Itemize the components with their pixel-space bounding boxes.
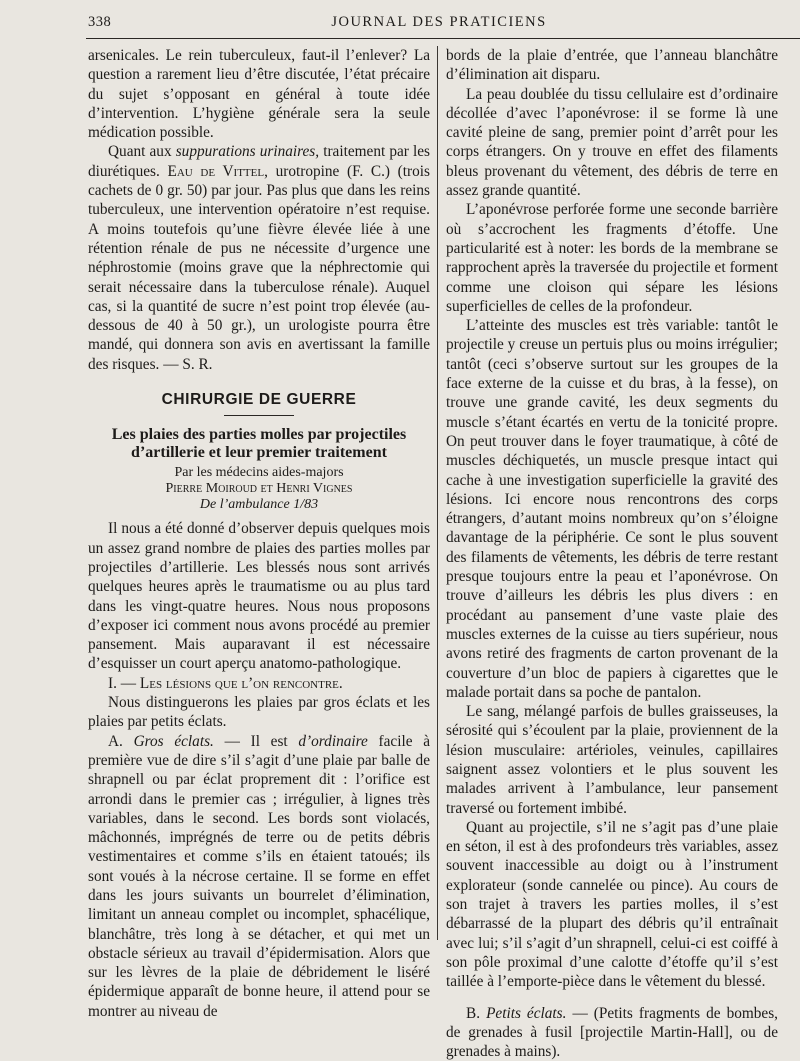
column-rule xyxy=(437,46,438,940)
paragraph: bords de la plaie d’entrée, que l’anneau blanchâtre d’élimination ait disparu. xyxy=(446,47,778,84)
article-title: Les plaies des parties molles par projectiles d’artillerie et leur premier traitement xyxy=(111,426,407,462)
section-divider xyxy=(224,415,294,416)
italic-term: suppurations urinaires, xyxy=(175,143,320,161)
text-run: traitement par les diurétiques. xyxy=(88,143,430,180)
authors: Pierre Moiroud et Henri Vignes xyxy=(165,481,353,497)
italic-term: d’ordinaire xyxy=(298,732,368,750)
right-column xyxy=(446,46,778,1061)
section-heading: CHIRURGIE DE GUERRE xyxy=(161,391,357,409)
paragraph: Le sang, mélangé parfois de bulles graisseuses, la sérosité qui s’écoulent par la plaie, proviennent de la lésion musculaire: artérioles, veinules, capillaires saignent assez volontiers et le plus souvent les malades arrivent à l’ambulance, leur pansement traversé ou fortement imbibé. xyxy=(446,703,778,817)
paragraph: L’atteinte des muscles est très variable: tantôt le projectile y creuse un pertuis plus ou moins irrégulier; tantôt (ceci s’observe surtout sur les groupes de la face externe de la cuisse et du bras, à la fesse), on trouve une grande cavité, les deux segments du muscle s’étant écartés en vertu de la tonicité propre. On peut trouver dans le foyer traumatique, à côté de muscles déchiquetés, un muscle presque intact qui cache à une investigation superficielle la gravité des lésions. Ici encore nous rencontrons des corps étrangers, d’autant moins nombreux qu’on s’éloigne davantage de la périphérie. Ce sont le plus souvent des filaments de vêtements, les débris de terre restant presque toujours entre la peau et l’aponévrose. On trouve d’ailleurs les débris les plus divers : en procédant au pansement d’une vaste plaie des muscles externes de la cuisse au tiers supérieur, nous avons retiré des fragments de carton provenant de la couverture d’un bloc de papiers à cigarettes que le malade portait dans sa poche de pantalon. xyxy=(446,317,778,701)
item-label: A. xyxy=(108,732,134,750)
paragraph xyxy=(88,732,430,1021)
text-run: — (Petits fragments de bombes, de grenades à fusil [projectile Martin-Hall], ou de grenades à mains). xyxy=(446,1004,778,1061)
byline: Par les médecins aides-majors xyxy=(174,465,344,481)
text-run: Quant aux xyxy=(108,143,176,161)
page-header xyxy=(88,12,790,34)
spacer xyxy=(446,992,778,1004)
paragraph: La peau doublée du tissu cellulaire est d’ordinaire décollée d’avec l’aponévrose: il se forme là une cavité pleine de sang, premier point d’arrêt pour les corps étrangers. On y trouve en effet des filaments bleus provenant du vêtement, des débris de terre en assez grande quantité. xyxy=(446,85,778,200)
text-run: facile à première vue de dire s’il s’agit d’une plaie par balle de shrapnell ou par éclat proprement dit : l’orifice est arrondi dans le premier cas ; irrégulier, à lignes très variables, dans le second. Les bords sont violacés, mâchonnés, imprégnés de terre ou de petits débris vestimentaires et comme s’ils en étaient tatoués; ils sont voués à la nécrose certaine. Il se forme en effet dans les jours suivants un bourrelet d’élimination, limitant un anneau complet ou incomplet, sphacélique, blanchâtre, très long à se détacher, et qui met un obstacle sérieux au travail d’épidermisation. Alors que sur les lèvres de la plaie de débridement le liséré épidermique apparaît de bonne heure, il attend pour se montrer au niveau de xyxy=(88,732,430,1020)
subheading xyxy=(88,674,430,693)
paragraph xyxy=(446,1004,778,1061)
left-column xyxy=(88,46,430,1021)
journal-title: JOURNAL DES PRATICIENS xyxy=(331,14,547,30)
paragraph: Quant au projectile, s’il ne s’agit pas d’une plaie en séton, il est à des profondeurs très variables, assez souvent inaccessible au doigt ou à l’instrument explorateur (sonde cannelée ou pince). Au cours de son trajet à travers les parties molles, il s’est débarrassé de la plupart des débris qu’il entraînait avec lui; s’il s’agit d’un shrapnell, celui-ci est coiffé à son pôle proximal d’une calotte d’étoffe qu’il s’est taillée à l’emporte-pièce dans le vêtement du blessé. xyxy=(446,818,778,991)
heading-text: Les lésions que l’on rencontre. xyxy=(139,674,343,692)
text-run: — Il est xyxy=(213,732,299,750)
header-rule xyxy=(86,38,800,39)
paragraph: Il nous a été donné d’observer depuis quelques mois un assez grand nombre de plaies des parties molles par projectiles d’artillerie. Les blessés nous sont arrivés quelques heures après le traumatisme ou au plus tard dans les vingt-quatre heures. Nous nous proposons d’exposer ici comment nous avons procédé au premier pansement. Mais auparavant il est nécessaire d’esquisser un court aperçu anatomo-pathologique. xyxy=(88,520,430,673)
remedy-name: Eau de Vittel, xyxy=(167,162,268,180)
unit-name: De l’ambulance 1/83 xyxy=(199,497,319,513)
page-number: 338 xyxy=(88,14,112,30)
item-label: B. xyxy=(466,1004,487,1022)
italic-term: Petits éclats. xyxy=(486,1004,567,1022)
heading-number: I. — xyxy=(108,674,140,692)
italic-term: Gros éclats. xyxy=(133,732,214,750)
text-run: urotropine (F. C.) (trois cachets de 0 gr. 50) par jour. Pas plus que dans les reins tuberculeux, une intervention opératoire n’est requise. A moins toutefois qu’une fièvre élevée liée à une rétention rénale de pus ne nécessite d’urgence une néphrostomie (moins grave que la néphrectomie qui serait nécessaire dans la tuberculose rénale). Auquel cas, si la quantité de sucre n’est point trop élevée (au-dessous de 40 à 50 gr.), un urologiste pourra être mandé, qui donnera son avis en avertissant la famille des risques. — S. R. xyxy=(88,162,430,373)
paragraph: arsenicales. Le rein tuberculeux, faut-il l’enlever? La question a rarement lieu d’être discutée, l’état précaire du sujet s’opposant en général à toute idée d’intervention. L’hygiène générale sera la seule médication possible. xyxy=(88,47,430,142)
paragraph: L’aponévrose perforée forme une seconde barrière où s’accrochent les fragments d’étoffe. Une particularité est à noter: les bords de la membrane se rapprochent après la traversée du projectile et forment comme une cloison qui sépare les lésions superficielles de celles de la profondeur. xyxy=(446,201,778,315)
paragraph: Nous distinguerons les plaies par gros éclats et les plaies par petits éclats. xyxy=(88,694,430,731)
paragraph xyxy=(88,142,430,374)
